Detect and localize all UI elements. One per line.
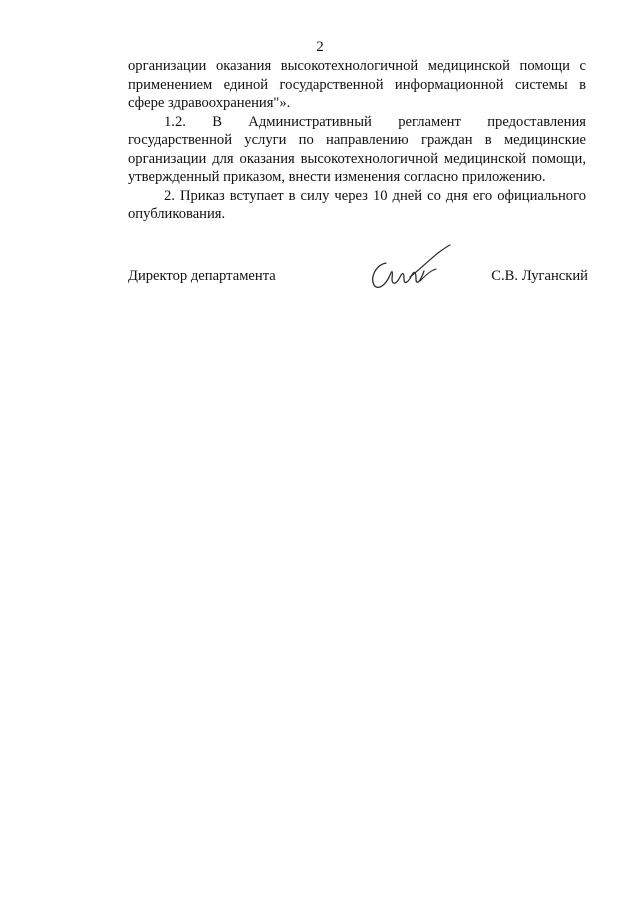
signature-block	[128, 241, 588, 301]
signer-title: Директор департамента	[128, 268, 276, 284]
handwritten-signature	[366, 241, 452, 297]
page-number: 2	[316, 39, 324, 55]
document-body	[128, 57, 586, 224]
paragraph-continuation: организации оказания высокотехнологичной медицинской помощи с применением единой государственной информационной системы в сфере здравоохранения"».	[128, 58, 586, 111]
paragraph-2: 2. Приказ вступает в силу через 10 дней со дня его официального опубликования.	[128, 187, 586, 222]
signer-name: С.В. Луганский	[491, 268, 588, 284]
paragraph-1-2: 1.2. В Административный регламент предоставления государственной услуги по направлению граждан в медицинские организации для оказания высокотехнологичной медицинской помощи, утвержденный приказом, внести изменения согласно приложению.	[128, 113, 586, 185]
